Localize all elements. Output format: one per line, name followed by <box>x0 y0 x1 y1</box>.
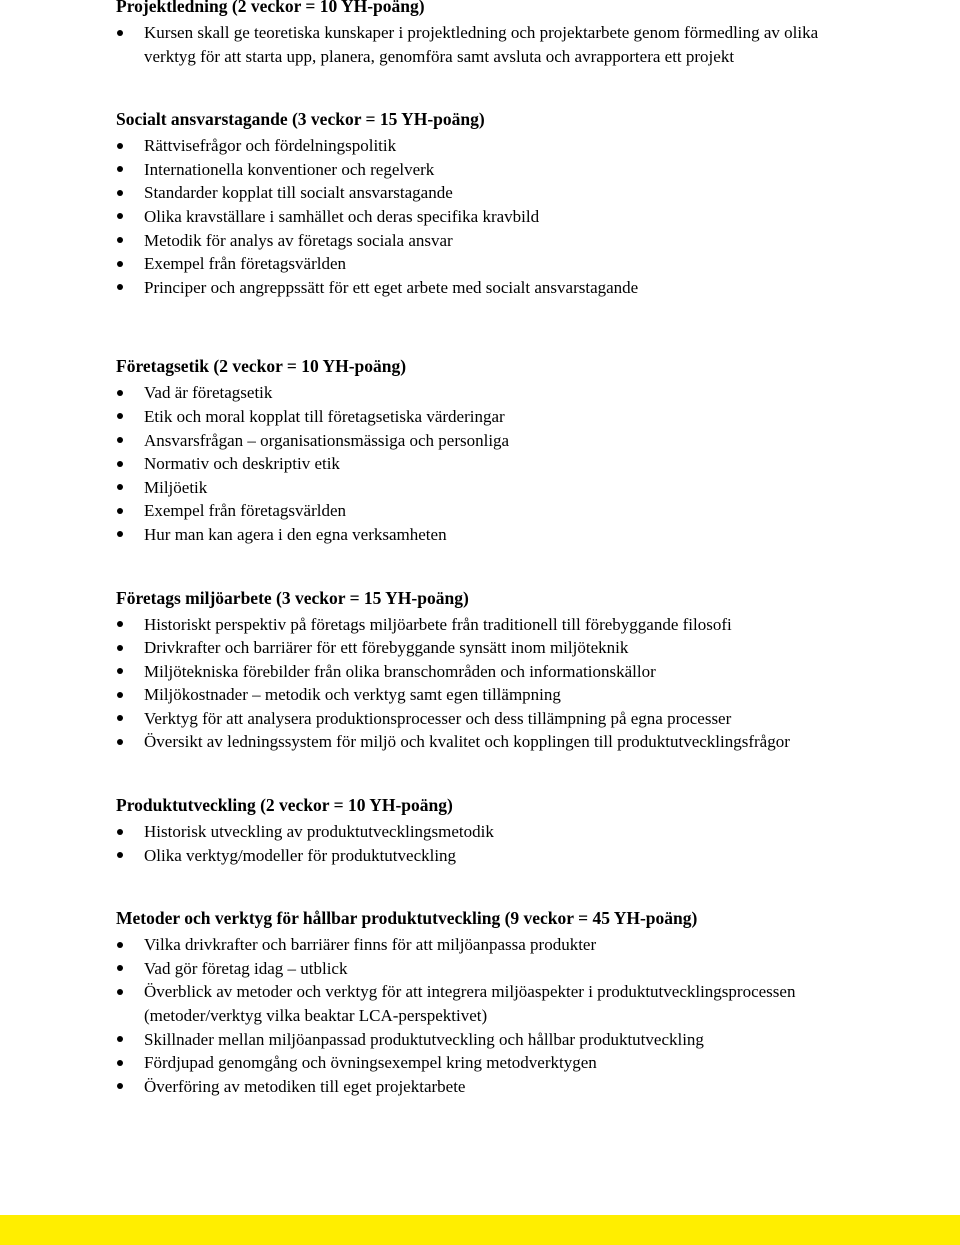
list-item <box>116 933 856 957</box>
section-metoder-och-verktyg <box>116 906 856 1098</box>
list-item-text: Metodik för analys av företags sociala ansvar <box>144 230 453 250</box>
list-item <box>116 499 856 523</box>
list-item-text: Historiskt perspektiv på företags miljöarbete från traditionell till förebyggande filosofi <box>144 614 732 634</box>
bullet-icon <box>117 1083 123 1089</box>
list-item-text: Exempel från företagsvärlden <box>144 501 347 521</box>
bullet-icon <box>117 739 123 745</box>
bullet-list <box>116 613 856 755</box>
list-item <box>116 1051 856 1075</box>
list-item <box>116 1075 856 1099</box>
bullet-icon <box>117 413 123 419</box>
section-heading: Projektledning (2 veckor = 10 YH-poäng) <box>116 0 425 16</box>
list-item <box>116 476 856 500</box>
bullet-icon <box>117 1036 123 1042</box>
list-item <box>116 229 856 253</box>
list-item <box>116 181 856 205</box>
bullet-icon <box>117 213 123 219</box>
list-item <box>116 405 856 429</box>
list-item <box>116 452 856 476</box>
list-item <box>116 205 856 229</box>
list-item-text: Rättvisefrågor och fördelningspolitik <box>144 136 397 156</box>
bullet-icon <box>117 645 123 651</box>
list-item <box>116 1028 856 1052</box>
list-item <box>116 683 856 707</box>
bullet-list <box>116 134 856 299</box>
list-item <box>116 820 856 844</box>
bullet-list <box>116 21 856 68</box>
section-foretags-miljoarbete <box>116 586 856 755</box>
bullet-icon <box>117 692 123 698</box>
list-item <box>116 660 856 684</box>
list-item <box>116 980 856 1027</box>
bullet-icon <box>117 1060 123 1066</box>
list-item-text: Internationella konventioner och regelverk <box>144 159 435 179</box>
list-item <box>116 636 856 660</box>
section-heading: Företagsetik (2 veckor = 10 YH-poäng) <box>116 356 407 377</box>
section-produktutveckling <box>116 793 856 867</box>
section-heading: Metoder och verktyg för hållbar produktutveckling (9 veckor = 45 YH-poäng) <box>116 908 698 929</box>
section-projektledning <box>116 0 856 68</box>
list-item-text: Normativ och deskriptiv etik <box>144 454 340 474</box>
list-item <box>116 381 856 405</box>
list-item-text: Standarder kopplat till socialt ansvarstagande <box>144 183 453 203</box>
list-item-text: Miljökostnader – metodik och verktyg samt egen tillämpning <box>144 685 561 705</box>
list-item-text: Ansvarsfrågan – organisationsmässiga och personliga <box>144 430 510 450</box>
bullet-list <box>116 820 856 867</box>
list-item-text: Skillnader mellan miljöanpassad produktutveckling och hållbar produktutveckling <box>144 1029 704 1049</box>
list-item-text: Verktyg för att analysera produktionsprocesser och dess tillämpning på egna processer <box>144 708 732 728</box>
footer-color-bar <box>0 1215 960 1245</box>
bullet-icon <box>117 852 123 858</box>
bullet-icon <box>117 965 123 971</box>
list-item-text: Olika verktyg/modeller för produktutveckling <box>144 845 457 865</box>
list-item-text: Miljötekniska förebilder från olika branschområden och informationskällor <box>144 661 656 681</box>
list-item-text: Vad gör företag idag – utblick <box>144 958 348 978</box>
bullet-icon <box>117 668 123 674</box>
list-item-text: Etik och moral kopplat till företagsetiska värderingar <box>144 406 505 426</box>
bullet-icon <box>117 621 123 627</box>
bullet-icon <box>117 715 123 721</box>
list-item-text: Principer och angreppssätt för ett eget arbete med socialt ansvarstagande <box>144 277 639 297</box>
list-item-text: Vilka drivkrafter och barriärer finns för att miljöanpassa produkter <box>144 935 597 955</box>
list-item-text: Överföring av metodiken till eget projektarbete <box>144 1076 466 1096</box>
section-socialt-ansvarstagande <box>116 107 856 299</box>
list-item-text: Översikt av ledningssystem för miljö och kvalitet och kopplingen till produktutvecklingsfrågor <box>144 732 790 752</box>
bullet-icon <box>117 261 123 267</box>
list-item <box>116 134 856 158</box>
list-item-text: Olika kravställare i samhället och deras specifika kravbild <box>144 206 540 226</box>
section-heading: Socialt ansvarstagande (3 veckor = 15 YH-poäng) <box>116 109 485 130</box>
bullet-icon <box>117 989 123 995</box>
list-item <box>116 252 856 276</box>
section-foretagsetik <box>116 354 856 546</box>
list-item <box>116 730 856 754</box>
list-item-text: Exempel från företagsvärlden <box>144 254 347 274</box>
list-item <box>116 957 856 981</box>
bullet-list <box>116 381 856 546</box>
list-item <box>116 276 856 300</box>
bullet-icon <box>117 461 123 467</box>
bullet-icon <box>117 390 123 396</box>
section-heading: Företags miljöarbete (3 veckor = 15 YH-poäng) <box>116 587 469 608</box>
bullet-icon <box>117 284 123 290</box>
bullet-icon <box>117 143 123 149</box>
list-item-text: Kursen skall ge teoretiska kunskaper i projektledning och projektarbete genom förmedling av olika verktyg för att starta upp, planera, genomföra samt avsluta och avrapportera ett projekt <box>144 23 819 66</box>
list-item <box>116 429 856 453</box>
document-body <box>116 0 856 1098</box>
list-item <box>116 707 856 731</box>
bullet-icon <box>117 166 123 172</box>
list-item <box>116 523 856 547</box>
bullet-icon <box>117 829 123 835</box>
list-item-text: Miljöetik <box>144 477 208 497</box>
list-item-text: Hur man kan agera i den egna verksamheten <box>144 524 447 544</box>
list-item-text: Vad är företagsetik <box>144 383 273 403</box>
bullet-icon <box>117 508 123 514</box>
list-item-text: Överblick av metoder och verktyg för att integrera miljöaspekter i produktutvecklingsprocessen (metoder/verktyg vilka beaktar LCA-perspektivet) <box>144 982 796 1026</box>
bullet-icon <box>117 437 123 443</box>
bullet-icon <box>117 942 123 948</box>
bullet-icon <box>117 531 123 537</box>
list-item <box>116 158 856 182</box>
bullet-icon <box>117 484 123 490</box>
list-item <box>116 613 856 637</box>
bullet-icon <box>117 30 123 36</box>
list-item-text: Drivkrafter och barriärer för ett förebyggande synsätt inom miljöteknik <box>144 638 629 658</box>
bullet-icon <box>117 237 123 243</box>
list-item <box>116 844 856 868</box>
bullet-icon <box>117 190 123 196</box>
list-item-text: Historisk utveckling av produktutvecklingsmetodik <box>144 822 494 842</box>
section-heading: Produktutveckling (2 veckor = 10 YH-poäng) <box>116 795 453 816</box>
list-item <box>116 21 856 68</box>
bullet-list <box>116 933 856 1098</box>
list-item-text: Fördjupad genomgång och övningsexempel kring metodverktygen <box>144 1053 597 1073</box>
